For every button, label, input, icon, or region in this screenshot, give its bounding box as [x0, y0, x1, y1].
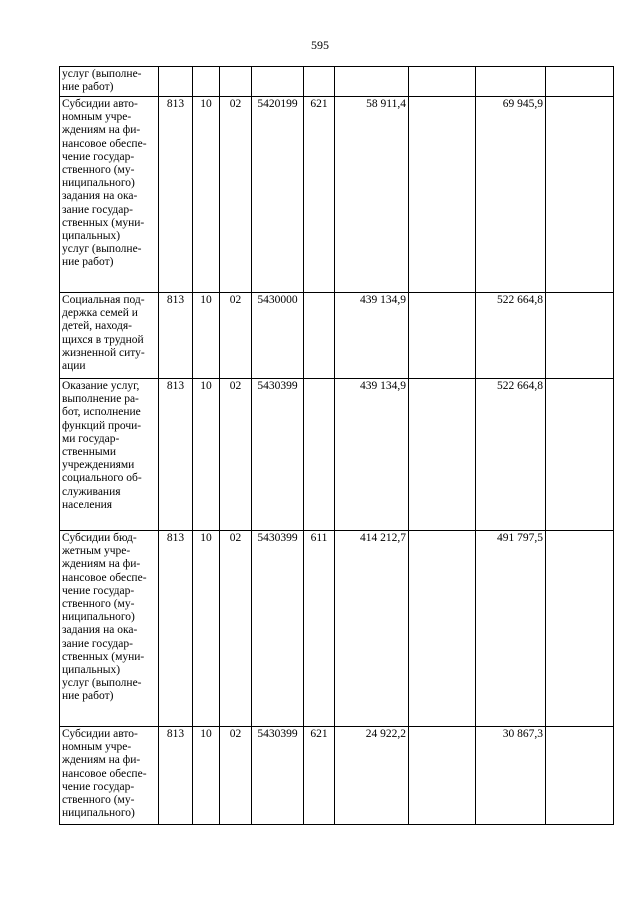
cell-vr: 611 — [304, 531, 335, 727]
cell-vr: 621 — [304, 97, 335, 293]
cell-sum-4 — [546, 97, 614, 293]
cell-gr: 813 — [159, 727, 193, 825]
cell-sum-2 — [409, 293, 476, 379]
table-row — [60, 97, 614, 293]
cell-csr: 5430000 — [252, 293, 304, 379]
cell-csr: 5430399 — [252, 531, 304, 727]
cell-sum-2 — [409, 67, 476, 97]
cell-csr: 5430399 — [252, 379, 304, 531]
cell-gr — [159, 67, 193, 97]
cell-pr: 02 — [220, 379, 252, 531]
cell-pr — [220, 67, 252, 97]
cell-sum-2 — [409, 97, 476, 293]
cell-sum-4 — [546, 727, 614, 825]
cell-pr: 02 — [220, 293, 252, 379]
cell-gr: 813 — [159, 293, 193, 379]
cell-sum-4 — [546, 379, 614, 531]
cell-sum-1: 58 911,4 — [335, 97, 409, 293]
cell-csr: 5430399 — [252, 727, 304, 825]
cell-rz: 10 — [193, 531, 220, 727]
cell-rz: 10 — [193, 379, 220, 531]
cell-sum-2 — [409, 531, 476, 727]
cell-sum-4 — [546, 531, 614, 727]
cell-sum-3: 522 664,8 — [476, 293, 546, 379]
page-number: 595 — [311, 38, 329, 52]
cell-rz: 10 — [193, 97, 220, 293]
cell-pr: 02 — [220, 531, 252, 727]
cell-vr — [304, 293, 335, 379]
cell-sum-1: 439 134,9 — [335, 293, 409, 379]
cell-name: услуг (выполне- ние работ) — [60, 67, 159, 97]
cell-gr: 813 — [159, 379, 193, 531]
cell-sum-3: 522 664,8 — [476, 379, 546, 531]
budget-table — [59, 66, 614, 825]
cell-gr: 813 — [159, 97, 193, 293]
cell-vr — [304, 379, 335, 531]
table-row — [60, 379, 614, 531]
cell-name: Социальная под- держка семей и детей, находя- щихся в трудной жизненной ситу- ации — [60, 293, 159, 379]
cell-name: Субсидии авто- номным учре- ждениям на фи- нансовое обеспе- чение государ- ственного (му- ниципального) — [60, 727, 159, 825]
cell-gr: 813 — [159, 531, 193, 727]
cell-rz: 10 — [193, 293, 220, 379]
table-row — [60, 293, 614, 379]
cell-sum-2 — [409, 727, 476, 825]
cell-pr: 02 — [220, 97, 252, 293]
cell-sum-1: 439 134,9 — [335, 379, 409, 531]
cell-sum-4 — [546, 293, 614, 379]
cell-name: Субсидии авто- номным учре- ждениям на фи- нансовое обеспе- чение государ- ственного (му- ниципального) задания на ока- зание государ- ственных (муни- ципальных) услуг (выполне- ние работ) — [60, 97, 159, 293]
table-row — [60, 727, 614, 825]
cell-csr — [252, 67, 304, 97]
cell-sum-4 — [546, 67, 614, 97]
table-row — [60, 531, 614, 727]
cell-sum-2 — [409, 379, 476, 531]
cell-sum-3: 30 867,3 — [476, 727, 546, 825]
cell-sum-1: 24 922,2 — [335, 727, 409, 825]
cell-rz — [193, 67, 220, 97]
cell-name: Субсидии бюд- жетным учре- ждениям на фи- нансовое обеспе- чение государ- ственного (му- ниципального) задания на ока- зание государ- ственных (муни- ципальных) услуг (выполне- ние работ) — [60, 531, 159, 727]
cell-rz: 10 — [193, 727, 220, 825]
cell-sum-3: 491 797,5 — [476, 531, 546, 727]
cell-sum-3 — [476, 67, 546, 97]
table-row — [60, 67, 614, 97]
cell-csr: 5420199 — [252, 97, 304, 293]
cell-vr: 621 — [304, 727, 335, 825]
cell-sum-1: 414 212,7 — [335, 531, 409, 727]
cell-pr: 02 — [220, 727, 252, 825]
cell-vr — [304, 67, 335, 97]
cell-sum-3: 69 945,9 — [476, 97, 546, 293]
cell-name: Оказание услуг, выполнение ра- бот, исполнение функций прочи- ми государ- ственными учреждениями социального об- служивания населения — [60, 379, 159, 531]
cell-sum-1 — [335, 67, 409, 97]
